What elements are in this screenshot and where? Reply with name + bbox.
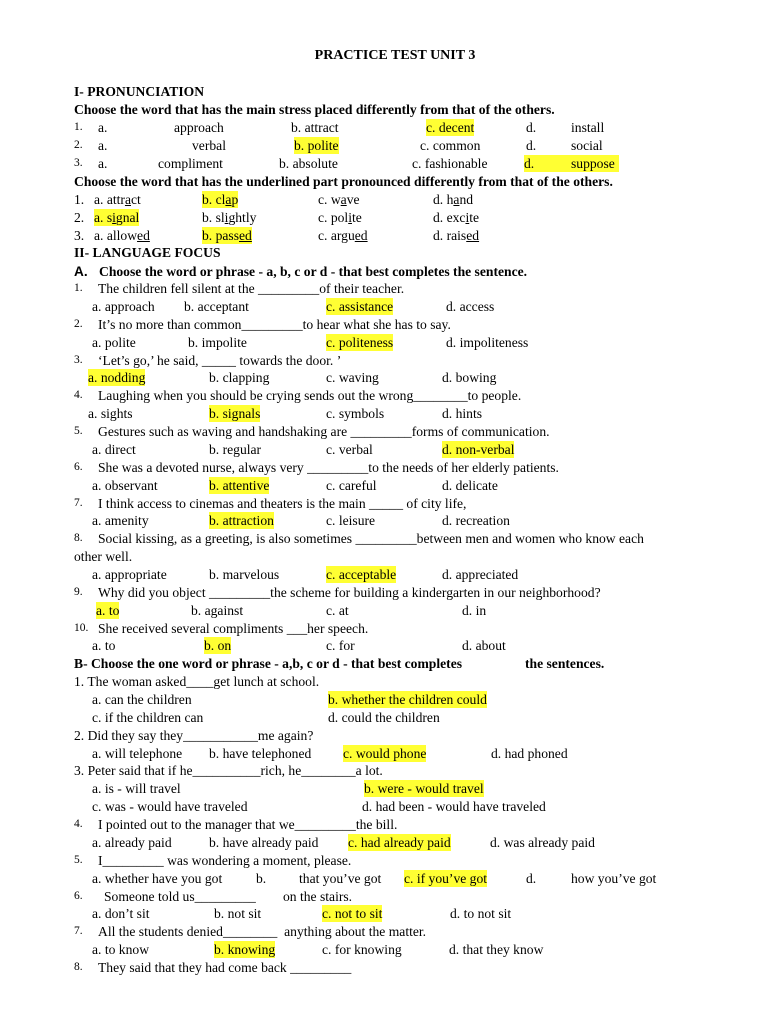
option-c: c. for (326, 638, 355, 653)
option-c: c. was - would have traveled (92, 799, 248, 814)
question-number: 6. (74, 890, 83, 902)
option-c: c. argued (318, 228, 368, 243)
question-number: 1. (74, 192, 85, 207)
option-a: compliment (158, 156, 223, 171)
option-b: b. not sit (214, 906, 262, 921)
question-number: 6. (74, 461, 83, 473)
option-b: b. have telephoned (209, 746, 312, 761)
option-d: d. could the children (328, 710, 440, 725)
question-text: They said that they had come back _________ (98, 960, 352, 975)
question-number: 1. (74, 121, 83, 133)
option-b-answer: b. whether the children could (328, 692, 487, 707)
option-d: d. had phoned (491, 746, 568, 761)
question-text: It’s no more than common_________to hear what she has to say. (98, 317, 451, 332)
option-d: d. access (446, 299, 495, 314)
instruction-stress: Choose the word that has the main stress placed differently from that of the others. (74, 102, 555, 117)
option-a: a. sights (88, 406, 133, 421)
question-text: I_________ was wondering a moment, please. (98, 853, 352, 868)
question-number: 3. (74, 354, 83, 366)
option-b: b. attract (291, 120, 339, 135)
option-c: c. wave (318, 192, 360, 207)
question-number: 10. (74, 622, 89, 634)
option-d: d. bowing (442, 370, 497, 385)
option-d: d. recreation (442, 513, 510, 528)
option-b: b. have already paid (209, 835, 319, 850)
option-a-letter: a. (98, 156, 108, 171)
question-text: I think access to cinemas and theaters is the main _____ of city life, (98, 496, 467, 511)
option-c: c. fashionable (412, 156, 488, 171)
option-b: b. absolute (279, 156, 338, 171)
option-c-answer: c. decent (426, 120, 475, 135)
option-a: a. can the children (92, 692, 192, 707)
option-a-answer: a. to (96, 603, 120, 618)
option-d: d. impoliteness (446, 335, 529, 350)
option-b-answer: b. polite (294, 138, 339, 153)
option-c: c. leisure (326, 513, 376, 528)
part-a-letter: A. (74, 264, 88, 279)
option-c-answer: c. politeness (326, 335, 394, 350)
question-text: She received several compliments ___her speech. (98, 621, 369, 636)
option-d: d. raised (433, 228, 480, 243)
section-heading-language-focus: II- LANGUAGE FOCUS (74, 245, 221, 260)
question-text: Gestures such as waving and handshaking are _________forms of communication. (98, 424, 550, 439)
option-c-answer: c. if you’ve got (404, 871, 488, 886)
option-c-answer: c. assistance (326, 299, 394, 314)
option-a: a. to know (92, 942, 150, 957)
option-d: d. appreciated (442, 567, 519, 582)
option-a: a. don’t sit (92, 906, 150, 921)
question-number: 4. (74, 818, 83, 830)
option-c: c. verbal (326, 442, 373, 457)
question-text: 2. Did they say they___________me again? (74, 728, 314, 743)
question-number: 7. (74, 497, 83, 509)
option-a: a. allowed (94, 228, 150, 243)
question-number: 3. (74, 157, 83, 169)
option-b: b. against (191, 603, 244, 618)
question-text: The children fell silent at the _________of their teacher. (98, 281, 405, 296)
question-number: 2. (74, 139, 83, 151)
option-c: c. polite (318, 210, 362, 225)
option-b-answer: b. knowing (214, 942, 276, 957)
part-a-heading (74, 263, 528, 280)
question-text: I pointed out to the manager that we_________the bill. (98, 817, 398, 832)
page-title: PRACTICE TEST UNIT 3 (314, 48, 476, 63)
option-d: social (571, 138, 603, 153)
question-number: 4. (74, 389, 83, 401)
option-b-answer: b. attentive (209, 478, 270, 493)
option-d-letter: d. (526, 871, 537, 886)
option-b: b. acceptant (184, 299, 249, 314)
option-c-answer: c. would phone (343, 746, 427, 761)
option-a: a. direct (92, 442, 136, 457)
option-a: a. already paid (92, 835, 172, 850)
option-a: approach (174, 120, 224, 135)
question-number: 5. (74, 854, 83, 866)
option-b: b. clapping (209, 370, 270, 385)
question-text: ‘Let’s go,’ he said, _____ towards the door. ’ (98, 353, 342, 368)
option-b: b. impolite (188, 335, 247, 350)
instruction-sound: Choose the word that has the underlined part pronounced differently from that of the others. (74, 174, 613, 189)
option-d: d. was already paid (490, 835, 595, 850)
option-c: c. careful (326, 478, 377, 493)
option-c-answer: c. not to sit (322, 906, 383, 921)
question-number: 2. (74, 210, 85, 225)
option-d: how you’ve got (571, 871, 657, 886)
option-d: d. had been - would have traveled (362, 799, 546, 814)
part-b-heading: B- Choose the one word or phrase - a,b, c or d - that best completes (74, 656, 463, 671)
option-a: verbal (192, 138, 226, 153)
option-d: d. about (462, 638, 506, 653)
section-heading-pronunciation: I- PRONUNCIATION (74, 84, 205, 99)
question-number: 8. (74, 532, 83, 544)
option-b-answer: b. signals (209, 406, 261, 421)
option-a: a. whether have you got (92, 871, 223, 886)
question-number: 1. (74, 282, 83, 294)
question-text: Why did you object _________the scheme for building a kindergarten in our neighborhood? (98, 585, 601, 600)
option-a: a. amenity (92, 513, 149, 528)
question-number: 8. (74, 961, 83, 973)
question-text: She was a devoted nurse, always very _________to the needs of her elderly patients. (98, 460, 559, 475)
question-text-continued: other well. (74, 549, 133, 564)
question-number: 3. (74, 228, 85, 243)
option-b: b. slightly (202, 210, 257, 225)
option-d: d. in (462, 603, 487, 618)
option-d-answer: d. non-verbal (442, 442, 515, 457)
option-c: c. symbols (326, 406, 385, 421)
option-a-letter: a. (98, 120, 108, 135)
question-number: 7. (74, 925, 83, 937)
option-b: b. marvelous (209, 567, 280, 582)
option-a: a. attract (94, 192, 141, 207)
option-d-letter: d. (524, 156, 535, 171)
option-a: a. will telephone (92, 746, 183, 761)
part-b-heading-continued: the sentences. (525, 656, 605, 671)
option-a: a. observant (92, 478, 158, 493)
question-text: 3. Peter said that if he__________rich, he________a lot. (74, 763, 383, 778)
option-c: c. at (326, 603, 349, 618)
option-c: c. waving (326, 370, 379, 385)
question-text: Social kissing, as a greeting, is also sometimes _________between men and women who know each (98, 531, 644, 546)
option-a: a. appropriate (92, 567, 167, 582)
option-a: a. polite (92, 335, 136, 350)
option-b: b. regular (209, 442, 262, 457)
option-c-answer: c. had already paid (348, 835, 451, 850)
option-d-letter: d. (526, 120, 537, 135)
option-b-answer: b. attraction (209, 513, 274, 528)
question-number: 5. (74, 425, 83, 437)
question-text: 1. The woman asked____get lunch at school. (74, 674, 320, 689)
option-b-answer: b. on (204, 638, 232, 653)
option-c: c. if the children can (92, 710, 204, 725)
option-b-letter: b. (256, 871, 267, 886)
option-b: that you’ve got (299, 871, 382, 886)
option-a-answer: a. signal (94, 210, 140, 225)
option-a-letter: a. (98, 138, 108, 153)
question-text: Someone told us_________ on the stairs. (104, 889, 353, 904)
option-d-letter: d. (526, 138, 537, 153)
option-d: install (571, 120, 605, 135)
question-text: All the students denied________ anything about the matter. (98, 924, 427, 939)
option-a: a. approach (92, 299, 155, 314)
option-c-answer: c. acceptable (326, 567, 397, 582)
option-c: c. common (420, 138, 481, 153)
question-number: 9. (74, 586, 83, 598)
option-d: d. excite (433, 210, 480, 225)
option-b-answer: b. clap (202, 192, 239, 207)
option-b-answer: b. were - would travel (364, 781, 484, 796)
option-a: a. is - will travel (92, 781, 181, 796)
option-d-word: suppose (571, 156, 615, 171)
option-d-answer (524, 155, 619, 172)
option-c: c. for knowing (322, 942, 402, 957)
option-d: d. that they know (449, 942, 544, 957)
option-a-answer: a. nodding (88, 370, 146, 385)
question-text: Laughing when you should be crying sends out the wrong________to people. (98, 388, 522, 403)
option-a: a. to (92, 638, 116, 653)
option-d: d. to not sit (450, 906, 512, 921)
option-d: d. hand (433, 192, 474, 207)
question-number: 2. (74, 318, 83, 330)
option-d: d. hints (442, 406, 483, 421)
option-d: d. delicate (442, 478, 498, 493)
option-b-answer: b. passed (202, 228, 252, 243)
part-a-instruction: Choose the word or phrase - a, b, c or d - that best completes the sentence. (99, 264, 528, 279)
